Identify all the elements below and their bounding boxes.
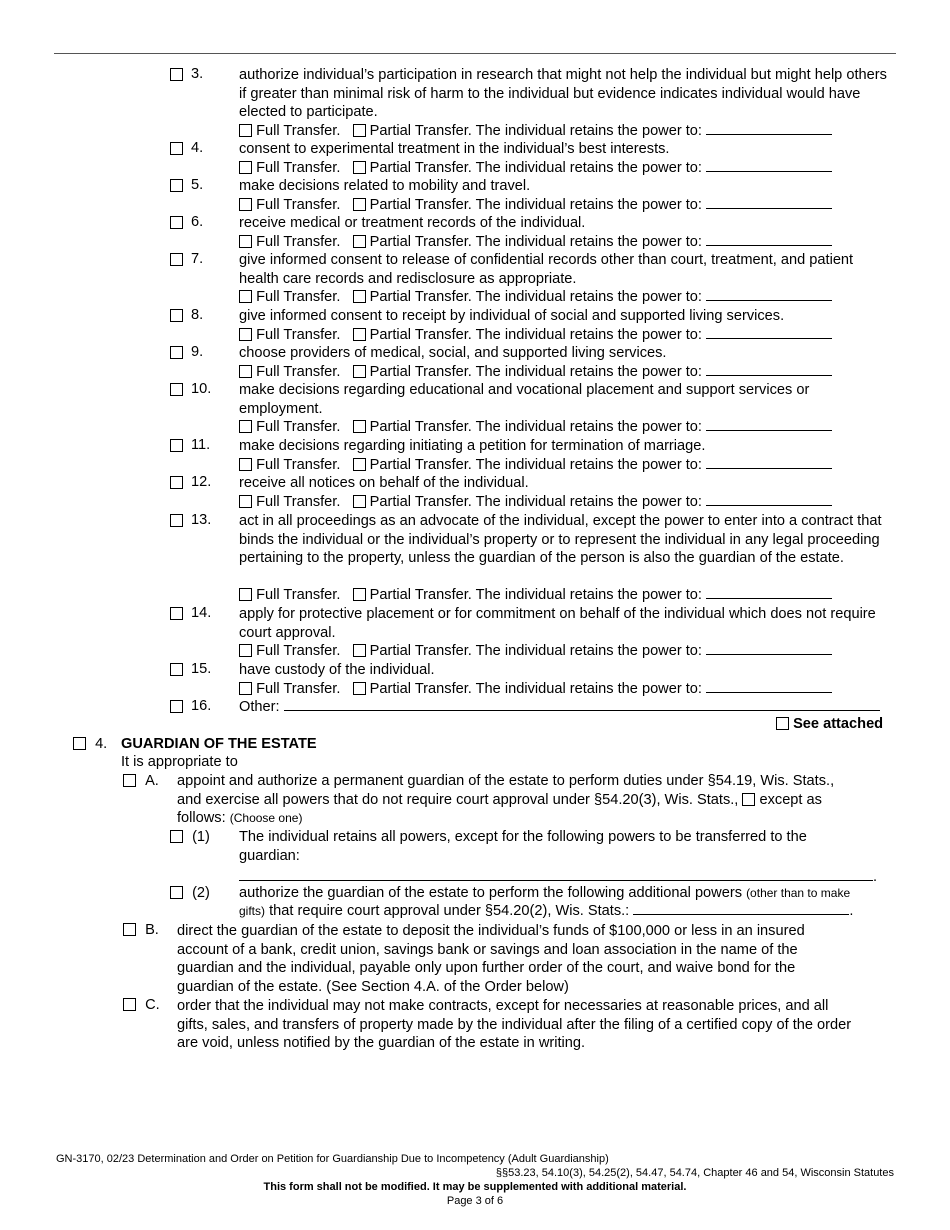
partial-transfer-checkbox[interactable] [353, 124, 366, 137]
full-transfer-label: Full Transfer. [256, 326, 341, 343]
power-item-text: make decisions related to mobility and travel. [239, 178, 531, 194]
full-transfer-label: Full Transfer. [256, 456, 341, 473]
transfer-options [239, 122, 832, 141]
partial-transfer-checkbox[interactable] [353, 495, 366, 508]
follows-label: follows: [177, 810, 226, 826]
option-1-line-2: guardian: [239, 848, 300, 864]
transfer-options [239, 493, 832, 512]
partial-transfer-label: Partial Transfer. The individual retains the power to: [369, 233, 702, 250]
see-attached-label: See attached [793, 716, 884, 732]
partial-transfer-label: Partial Transfer. The individual retains the power to: [369, 456, 702, 473]
partial-transfer-label: Partial Transfer. The individual retains the power to: [369, 122, 702, 139]
power-item-checkbox[interactable] [170, 607, 183, 620]
full-transfer-checkbox[interactable] [239, 328, 252, 341]
transfer-options [239, 159, 832, 178]
power-item-checkbox[interactable] [170, 514, 183, 527]
partial-transfer-checkbox[interactable] [353, 458, 366, 471]
power-item-number: 7. [191, 251, 204, 267]
power-item-text: receive all notices on behalf of the individual. [239, 475, 529, 491]
power-item-checkbox[interactable] [170, 179, 183, 192]
transfer-options [239, 418, 832, 437]
option-a-label: A. [145, 773, 159, 789]
partial-transfer-checkbox[interactable] [353, 588, 366, 601]
power-item-checkbox[interactable] [170, 663, 183, 676]
full-transfer-label: Full Transfer. [256, 196, 341, 213]
retained-power-field[interactable] [706, 654, 832, 655]
transfer-options [239, 642, 832, 661]
option-b-label: B. [145, 922, 159, 938]
power-item-number: 4. [191, 140, 204, 156]
partial-transfer-label: Partial Transfer. The individual retains the power to: [369, 289, 702, 306]
power-item-checkbox[interactable] [170, 476, 183, 489]
power-item-checkbox[interactable] [170, 216, 183, 229]
partial-transfer-label: Partial Transfer. The individual retains the power to: [369, 493, 702, 510]
partial-transfer-checkbox[interactable] [353, 365, 366, 378]
transfer-options [239, 288, 832, 307]
partial-transfer-checkbox[interactable] [353, 161, 366, 174]
power-item-checkbox[interactable] [170, 346, 183, 359]
except-as-label: except as [759, 792, 822, 808]
retained-power-field[interactable] [706, 468, 832, 469]
full-transfer-label: Full Transfer. [256, 159, 341, 176]
option-a-line-3 [177, 810, 302, 826]
other-field[interactable] [284, 710, 880, 711]
option-1-label: (1) [192, 829, 210, 845]
partial-transfer-checkbox[interactable] [353, 198, 366, 211]
partial-transfer-label: Partial Transfer. The individual retains the power to: [369, 159, 702, 176]
power-item-checkbox[interactable] [170, 142, 183, 155]
partial-transfer-checkbox[interactable] [353, 290, 366, 303]
option-b-text [177, 922, 805, 996]
power-item-text: consent to experimental treatment in the individual’s best interests. [239, 141, 670, 157]
option-1-field-row: . [239, 866, 877, 885]
section-4-checkbox-wrap [73, 736, 107, 752]
full-transfer-label: Full Transfer. [256, 643, 341, 660]
full-transfer-label: Full Transfer. [256, 289, 341, 306]
power-item-number: 14. [191, 605, 212, 621]
full-transfer-checkbox[interactable] [239, 495, 252, 508]
transfer-options [239, 456, 832, 475]
retained-power-field[interactable] [706, 430, 832, 431]
transfer-options [239, 363, 832, 382]
retained-power-field[interactable] [706, 692, 832, 693]
full-transfer-checkbox[interactable] [239, 290, 252, 303]
power-item-number: 9. [191, 344, 204, 360]
partial-transfer-label: Partial Transfer. The individual retains the power to: [369, 363, 702, 380]
power-item-number: 3. [191, 66, 204, 82]
power-item-number: 6. [191, 214, 204, 230]
partial-transfer-checkbox[interactable] [353, 644, 366, 657]
full-transfer-checkbox[interactable] [239, 235, 252, 248]
option-2-line-2-text: that require court approval under §54.20(2), Wis. Stats.: [269, 903, 630, 919]
full-transfer-label: Full Transfer. [256, 587, 341, 604]
power-item-checkbox[interactable] [170, 383, 183, 396]
full-transfer-checkbox[interactable] [239, 458, 252, 471]
full-transfer-checkbox[interactable] [239, 420, 252, 433]
option-b-wrap [123, 922, 159, 938]
full-transfer-label: Full Transfer. [256, 122, 341, 139]
power-item-number: 8. [191, 307, 204, 323]
option-b-line: guardian of the estate. (See Section 4.A. of the Order below) [177, 978, 569, 995]
transfer-options [239, 196, 832, 215]
option-b-checkbox[interactable] [123, 923, 136, 936]
option-1-field[interactable] [239, 866, 873, 881]
retained-power-field[interactable] [706, 598, 832, 599]
option-2-line-1-text: authorize the guardian of the estate to perform the following additional powers [239, 885, 742, 901]
option-c-label: C. [145, 997, 160, 1013]
option-c-line: are void, unless notified by the guardian of the estate in writing. [177, 1035, 586, 1052]
transfer-options [239, 680, 832, 699]
power-item-text: give informed consent to release of confidential records other than court, treatment, and patient health care records and redisclosure as appropriate. [239, 252, 854, 287]
partial-transfer-label: Partial Transfer. The individual retains the power to: [369, 643, 702, 660]
top-rule [54, 53, 896, 54]
footer-statutes: §§53.23, 54.10(3), 54.25(2), 54.47, 54.74, Chapter 46 and 54, Wisconsin Statutes [495, 1167, 894, 1179]
transfer-options [239, 233, 832, 252]
full-transfer-checkbox[interactable] [239, 644, 252, 657]
option-b-line: guardian and the individual, payable only upon further order of the court, and waive bond for the [177, 960, 796, 977]
power-item-number: 11. [191, 437, 211, 453]
footer-form-id: GN-3170, 02/23 Determination and Order on Petition for Guardianship Due to Incompetency (Adult Guardianship) [56, 1153, 609, 1165]
power-item-text: make decisions regarding initiating a petition for termination of marriage. [239, 438, 706, 454]
retained-power-field[interactable] [706, 134, 832, 135]
power-item-number: 5. [191, 177, 204, 193]
option-1-line-1: The individual retains all powers, except for the following powers to be transferred to the [239, 829, 807, 845]
power-item-text: choose providers of medical, social, and supported living services. [239, 345, 667, 361]
footer-notice: This form shall not be modified. It may be supplemented with additional material. [263, 1181, 687, 1193]
full-transfer-label: Full Transfer. [256, 363, 341, 380]
section-4-intro: It is appropriate to [121, 754, 238, 770]
full-transfer-checkbox[interactable] [239, 365, 252, 378]
option-2-line-2: gifts) that require court approval under §54.20(2), Wis. Stats.: . [239, 903, 854, 919]
transfer-options [239, 326, 832, 345]
option-1-checkbox[interactable] [170, 830, 183, 843]
option-a-line-2 [177, 792, 822, 808]
power-item-checkbox[interactable] [170, 439, 183, 452]
section-4-title: GUARDIAN OF THE ESTATE [121, 736, 317, 752]
full-transfer-checkbox[interactable] [239, 198, 252, 211]
full-transfer-label: Full Transfer. [256, 680, 341, 697]
power-item-number: 10. [191, 381, 212, 397]
section-4-checkbox[interactable] [73, 737, 86, 750]
power-item-number: 13. [191, 512, 212, 528]
retained-power-field[interactable] [706, 300, 832, 301]
item-16-number: 16. [191, 698, 212, 714]
power-item-checkbox[interactable] [170, 68, 183, 81]
power-item-text: act in all proceedings as an advocate of the individual, except the power to enter into a contract that binds the individual or the individual’s property or to represent the individual in any legal proceeding pertaining to the property, unless the guardian of the person is also the guardian of the estate. [239, 513, 882, 567]
item-16-checkbox[interactable] [170, 700, 183, 713]
power-item-checkbox[interactable] [170, 309, 183, 322]
power-item-text: authorize individual’s participation in research that might not help the individual but might help others if greater than minimal risk of harm to the individual but evidence indicates individual would have elected to participate. [239, 67, 887, 121]
option-c-line: gifts, sales, and transfers of property made by the individual after the filing of a certified copy of the order [177, 1016, 852, 1033]
option-2-note-end: gifts) [239, 904, 266, 918]
partial-transfer-label: Partial Transfer. The individual retains the power to: [369, 680, 702, 697]
retained-power-field[interactable] [706, 375, 832, 376]
option-1-wrap [170, 829, 210, 845]
partial-transfer-label: Partial Transfer. The individual retains the power to: [369, 326, 702, 343]
transfer-options [239, 586, 832, 605]
partial-transfer-checkbox[interactable] [353, 682, 366, 695]
retained-power-field[interactable] [706, 338, 832, 339]
full-transfer-checkbox[interactable] [239, 588, 252, 601]
power-item-text: apply for protective placement or for commitment on behalf of the individual which does not require court approval. [239, 606, 876, 641]
partial-transfer-checkbox[interactable] [353, 235, 366, 248]
power-item-number: 12. [191, 474, 212, 490]
partial-transfer-label: Partial Transfer. The individual retains the power to: [369, 419, 702, 436]
option-2-wrap [170, 885, 210, 901]
see-attached-checkbox[interactable] [776, 717, 789, 730]
partial-transfer-label: Partial Transfer. The individual retains the power to: [369, 587, 702, 604]
full-transfer-checkbox[interactable] [239, 161, 252, 174]
partial-transfer-label: Partial Transfer. The individual retains the power to: [369, 196, 702, 213]
partial-transfer-checkbox[interactable] [353, 328, 366, 341]
retained-power-field[interactable] [706, 171, 832, 172]
except-as-follows-checkbox[interactable] [742, 793, 755, 806]
option-c-text [177, 997, 851, 1053]
option-c-line: order that the individual may not make contracts, except for necessaries at reasonable prices, and all [177, 998, 829, 1014]
option-a-line-2-text: and exercise all powers that do not require court approval under §54.20(3), Wis. Stats., [177, 792, 739, 808]
option-2-field[interactable] [633, 914, 849, 915]
option-a-wrap [123, 773, 159, 789]
power-item-checkbox[interactable] [170, 253, 183, 266]
option-b-line: account of a bank, credit union, savings bank or savings and loan association in the name of the [177, 941, 798, 958]
option-2-note: (other than to make [746, 886, 851, 900]
option-a-checkbox[interactable] [123, 774, 136, 787]
power-item-text: receive medical or treatment records of the individual. [239, 215, 586, 231]
option-2-label: (2) [192, 885, 210, 901]
power-item-text: have custody of the individual. [239, 662, 435, 678]
section-4-number: 4. [95, 736, 108, 752]
full-transfer-label: Full Transfer. [256, 419, 341, 436]
power-item-text: give informed consent to receipt by individual of social and supported living services. [239, 308, 785, 324]
retained-power-field[interactable] [706, 245, 832, 246]
footer-page-number: Page 3 of 6 [446, 1195, 504, 1207]
other-label: Other: [239, 699, 280, 715]
retained-power-field[interactable] [706, 208, 832, 209]
choose-one-note: (Choose one) [229, 811, 303, 825]
power-item-number: 15. [191, 661, 212, 677]
full-transfer-label: Full Transfer. [256, 233, 341, 250]
partial-transfer-checkbox[interactable] [353, 420, 366, 433]
full-transfer-label: Full Transfer. [256, 493, 341, 510]
retained-power-field[interactable] [706, 505, 832, 506]
option-2-line-1 [239, 885, 850, 901]
option-b-line: direct the guardian of the estate to deposit the individual’s funds of $100,000 or less in an insured [177, 923, 805, 939]
option-c-wrap [123, 997, 160, 1013]
option-a-line-1: appoint and authorize a permanent guardian of the estate to perform duties under §54.19, Wis. Stats., [177, 773, 835, 789]
full-transfer-checkbox[interactable] [239, 682, 252, 695]
see-attached-row [776, 716, 883, 732]
full-transfer-checkbox[interactable] [239, 124, 252, 137]
power-item-text: make decisions regarding educational and vocational placement and support services or employment. [239, 382, 810, 417]
option-c-checkbox[interactable] [123, 998, 136, 1011]
option-2-checkbox[interactable] [170, 886, 183, 899]
